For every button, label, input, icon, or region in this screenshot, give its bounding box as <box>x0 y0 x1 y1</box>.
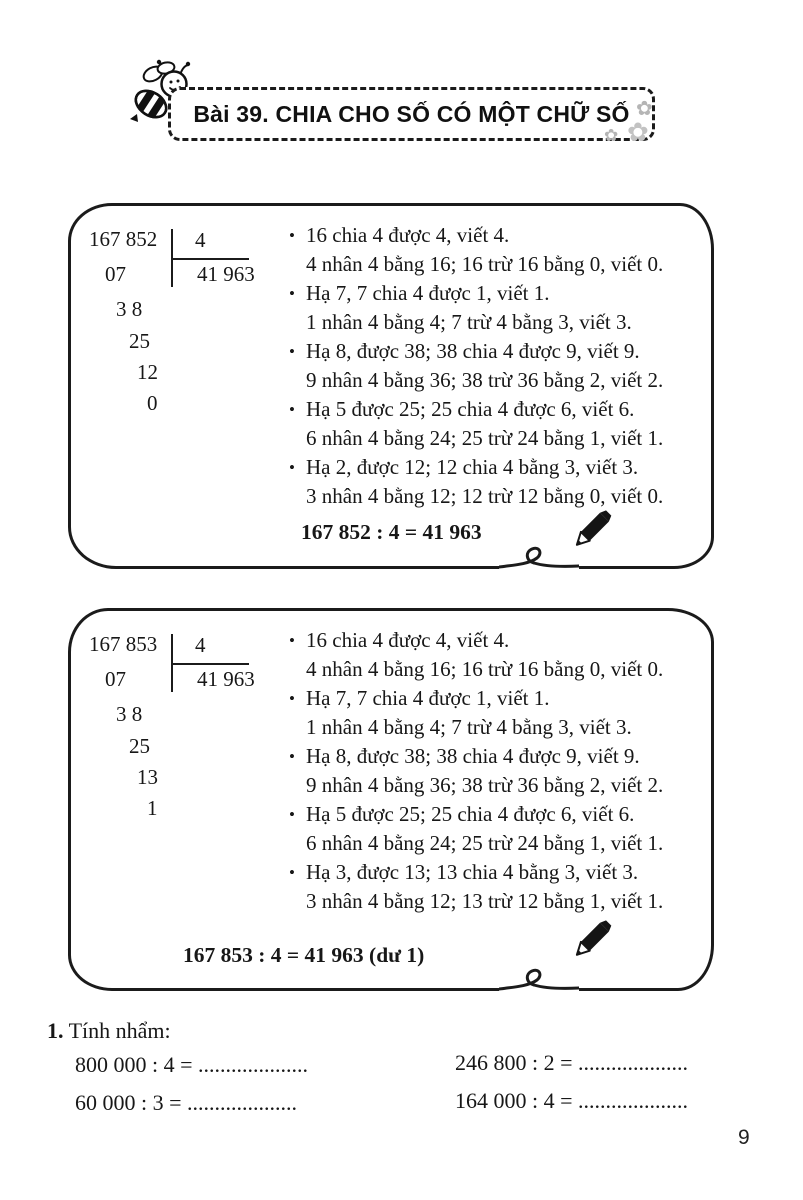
explanation-line <box>289 395 721 424</box>
explanation-line: 1 nhân 4 bằng 4; 7 trừ 4 bằng 3, viết 3. <box>306 715 632 739</box>
explanation-line: 3 nhân 4 bằng 12; 13 trừ 12 bằng 1, viết 1. <box>306 889 664 913</box>
lesson-title: Bài 39. CHIA CHO SỐ CÓ MỘT CHỮ SỐ <box>193 100 630 127</box>
flower-icon: ✿ <box>627 118 649 148</box>
division-step: 1 <box>147 796 158 820</box>
explanation-text: Hạ 5 được 25; 25 chia 4 được 6, viết 6. <box>306 397 635 421</box>
bullet-marker: • <box>289 458 295 477</box>
divisor: 4 <box>195 633 206 657</box>
bullet-marker: • <box>289 284 295 303</box>
bullet-marker: • <box>289 342 295 361</box>
page-number: 9 <box>738 1126 750 1149</box>
exercise-problem: 800 000 : 4 = .................... <box>75 1052 309 1077</box>
explanation-text: Hạ 3, được 13; 13 chia 4 bằng 3, viết 3. <box>306 860 639 884</box>
explanation-text: Hạ 8, được 38; 38 chia 4 được 9, viết 9. <box>306 339 640 363</box>
lesson-title-box <box>168 87 655 141</box>
exercise-problem: 164 000 : 4 = .................... <box>455 1088 689 1113</box>
exercise-problem: 60 000 : 3 = .................... <box>75 1090 298 1115</box>
bullet-marker: • <box>289 400 295 419</box>
dividend: 167 852 <box>89 227 158 251</box>
result-equation: 167 853 : 4 = 41 963 (dư 1) <box>183 943 425 967</box>
division-step: 25 <box>129 329 150 353</box>
explanation-line <box>289 742 721 771</box>
explanation-line: 6 nhân 4 bằng 24; 25 trừ 24 bằng 1, viết 1. <box>306 831 664 855</box>
explanation-text: 16 chia 4 được 4, viết 4. <box>306 628 510 652</box>
long-division-2 <box>89 632 299 832</box>
explanation-text: Hạ 5 được 25; 25 chia 4 được 6, viết 6. <box>306 802 635 826</box>
division-step: 07 <box>105 262 126 286</box>
flower-icon: ✿ <box>604 126 619 146</box>
division-step: 25 <box>129 734 150 758</box>
explanation-text: Hạ 7, 7 chia 4 được 1, viết 1. <box>306 281 550 305</box>
bullet-marker: • <box>289 226 295 245</box>
example-box-2 <box>68 608 714 991</box>
division-step: 3 8 <box>116 297 143 321</box>
explanation-line: 9 nhân 4 bằng 36; 38 trừ 36 bằng 2, viết 2. <box>306 368 664 392</box>
divisor: 4 <box>195 228 206 252</box>
explanation-list-2 <box>289 626 721 916</box>
exercise-heading <box>47 1018 171 1044</box>
explanation-line <box>289 337 721 366</box>
explanation-line <box>289 279 721 308</box>
division-horizontal-line <box>171 258 249 260</box>
explanation-line: 3 nhân 4 bằng 12; 12 trừ 12 bằng 0, viết 0. <box>306 484 664 508</box>
bullet-marker: • <box>289 805 295 824</box>
dividend: 167 853 <box>89 632 158 656</box>
explanation-line <box>289 684 721 713</box>
example-box-1 <box>68 203 714 569</box>
explanation-text: Hạ 2, được 12; 12 chia 4 bằng 3, viết 3. <box>306 455 639 479</box>
bullet-marker: • <box>289 863 295 882</box>
division-horizontal-line <box>171 663 249 665</box>
division-step: 07 <box>105 667 126 691</box>
quotient: 41 963 <box>197 667 255 691</box>
explanation-line <box>289 453 721 482</box>
border-loop-squiggle <box>499 968 579 1008</box>
explanation-line: 1 nhân 4 bằng 4; 7 trừ 4 bằng 3, viết 3. <box>306 310 632 334</box>
division-step: 13 <box>137 765 158 789</box>
explanation-line <box>289 858 721 887</box>
explanation-line: 9 nhân 4 bằng 36; 38 trừ 36 bằng 2, viết 2. <box>306 773 664 797</box>
result-equation: 167 852 : 4 = 41 963 <box>301 520 482 544</box>
flowers-decoration <box>604 96 670 160</box>
explanation-list-1 <box>289 221 721 511</box>
explanation-text: Hạ 7, 7 chia 4 được 1, viết 1. <box>306 686 550 710</box>
long-division-1 <box>89 227 299 427</box>
flower-icon: ✿ <box>636 96 653 120</box>
exercise-title: Tính nhẩm: <box>68 1018 171 1043</box>
explanation-text: Hạ 8, được 38; 38 chia 4 được 9, viết 9. <box>306 744 640 768</box>
quotient: 41 963 <box>197 262 255 286</box>
explanation-line <box>289 221 721 250</box>
exercise-number: 1. <box>47 1018 64 1043</box>
pencil-icon <box>563 907 625 969</box>
explanation-line: 4 nhân 4 bằng 16; 16 trừ 16 bằng 0, viết 0. <box>306 252 664 276</box>
division-step: 12 <box>137 360 158 384</box>
bullet-marker: • <box>289 689 295 708</box>
explanation-line <box>289 800 721 829</box>
explanation-text: 16 chia 4 được 4, viết 4. <box>306 223 510 247</box>
explanation-line <box>289 626 721 655</box>
bullet-marker: • <box>289 631 295 650</box>
division-step: 0 <box>147 391 158 415</box>
exercise-problem: 246 800 : 2 = .................... <box>455 1050 689 1075</box>
division-step: 3 8 <box>116 702 143 726</box>
bullet-marker: • <box>289 747 295 766</box>
explanation-line: 4 nhân 4 bằng 16; 16 trừ 16 bằng 0, viết 0. <box>306 657 664 681</box>
border-loop-squiggle <box>499 546 579 586</box>
explanation-line: 6 nhân 4 bằng 24; 25 trừ 24 bằng 1, viết 1. <box>306 426 664 450</box>
